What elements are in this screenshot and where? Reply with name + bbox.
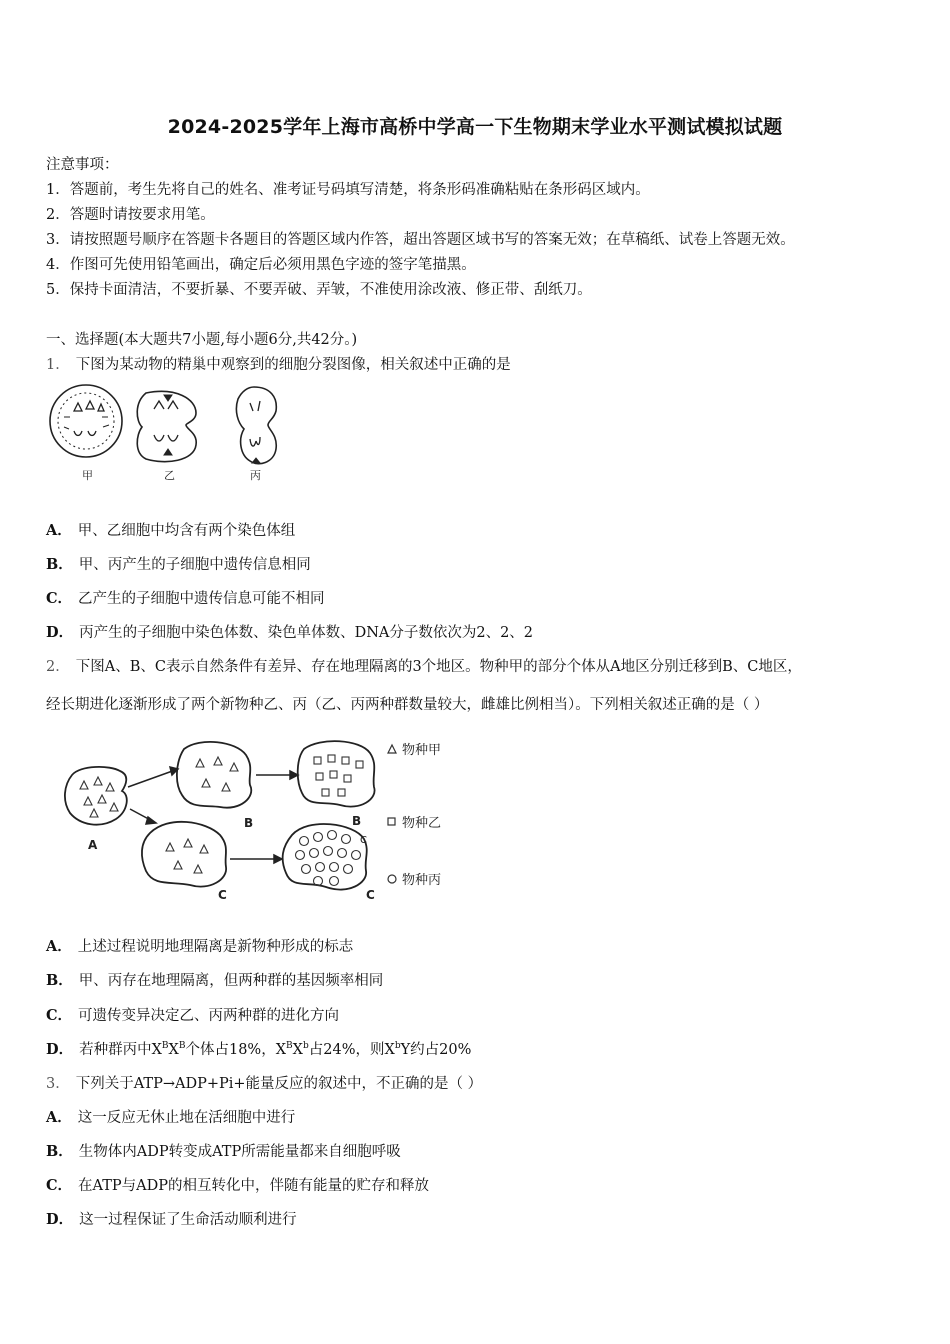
q1-stem-text: 下图为某动物的精巢中观察到的细胞分裂图像，相关叙述中正确的是 [75,357,511,373]
q2-option-d[interactable]: D． 若种群丙中$X^BX^B$个体占18%，$X^BX^b$占24%，则$X^bY$约占20% [46,1041,472,1058]
notice-item-2: 2．答题时请按要求用笔。 [46,207,215,223]
region-b-top-shape [177,742,251,808]
fig-label-yi: 乙 [164,469,175,482]
q1-option-b[interactable]: B． 甲、丙产生的子细胞中遗传信息相同 [46,556,311,573]
q1-number: 1． [46,357,70,373]
q3-option-c[interactable]: C． 在ATP与ADP的相互转化中，伴随有能量的贮存和释放 [46,1177,430,1194]
q2-stem-line2: 经长期进化逐渐形成了两个新物种乙、丙（乙、丙两种群数量较大，雌雄比例相当）。下列相关叙述正确的是（ ） [46,697,769,713]
legend-species-jia: 物种甲 [402,743,442,758]
legend-triangle-icon [388,745,396,753]
q2-stem-line1: 2． 下图A、B、C表示自然条件有差异、存在地理隔离的3个地区。物种甲的部分个体从A地区分别迁移到B、C地区， [46,659,802,675]
region-a-shape [65,767,127,825]
q1-option-c[interactable]: C． 乙产生的子细胞中遗传信息可能不相同 [46,590,325,607]
legend-circle-icon [388,875,396,883]
q2-option-b[interactable]: B． 甲、丙存在地理隔离，但两种群的基因频率相同 [46,972,384,989]
q1-cell-figure [46,383,296,483]
region-label-c-left: C [218,888,227,902]
notice-item-1: 1．答题前，考生先将自己的姓名、准考证号码填写清楚，将条形码准确粘贴在条形码区域内。 [46,182,650,198]
q2-option-a[interactable]: A． 上述过程说明地理隔离是新物种形成的标志 [46,938,354,955]
region-c-left-shape [142,822,226,887]
region-b-right-shape [298,741,375,806]
cell-jia [50,385,122,457]
region-c-right-shape [283,824,367,890]
notice-item-4: 4．作图可先使用铅笔画出，确定后必须用黑色字迹的签字笔描黑。 [46,257,476,273]
q3-option-d[interactable]: D． 这一过程保证了生命活动顺利进行 [46,1211,297,1228]
legend-species-bing: 物种丙 [402,873,442,888]
region-label-a: A [88,838,98,852]
q2-number: 2． [46,659,70,675]
q2-speciation-figure [60,735,480,910]
cell-bing [236,387,276,464]
q3-number: 3． [46,1076,70,1092]
q1-option-a[interactable]: A． 甲、乙细胞中均含有两个染色体组 [46,522,296,539]
notice-heading: 注意事项： [46,157,119,173]
region-label-c-side: C [360,835,367,846]
region-label-b-top: B [244,816,254,830]
q3-option-a[interactable]: A． 这一反应无休止地在活细胞中进行 [46,1109,296,1126]
q1-option-d[interactable]: D． 丙产生的子细胞中染色体数、染色单体数、DNA分子数依次为2、2、2 [46,624,534,641]
legend-square-icon [388,818,395,825]
region-label-b-right: B [352,814,362,828]
q3-option-b[interactable]: B． 生物体内ADP转变成ATP所需能量都来自细胞呼吸 [46,1143,401,1160]
q1-stem [46,353,511,374]
notice-item-3: 3．请按照题号顺序在答题卡各题目的答题区域内作答，超出答题区域书写的答案无效；在草稿纸、试卷上答题无效。 [46,232,795,248]
notice-item-5: 5．保持卡面清洁，不要折暴、不要弄破、弄皱，不准使用涂改液、修正带、刮纸刀。 [46,282,592,298]
q2-option-c[interactable]: C． 可遗传变异决定乙、丙两种群的进化方向 [46,1007,340,1024]
cell-yi [137,391,196,461]
legend-species-yi: 物种乙 [402,816,442,831]
section-heading: 一、选择题(本大题共7小题,每小题6分,共42分。) [46,332,358,348]
q3-stem: 3． 下列关于ATP→ADP+Pi+能量反应的叙述中，不正确的是（ ） [46,1076,483,1092]
fig-label-jia: 甲 [82,469,93,482]
region-label-c-right: C [366,888,375,902]
fig-label-bing: 丙 [250,469,261,482]
page-title: 2024-2025学年上海市高桥中学高一下生物期末学业水平测试模拟试题 [167,116,783,138]
